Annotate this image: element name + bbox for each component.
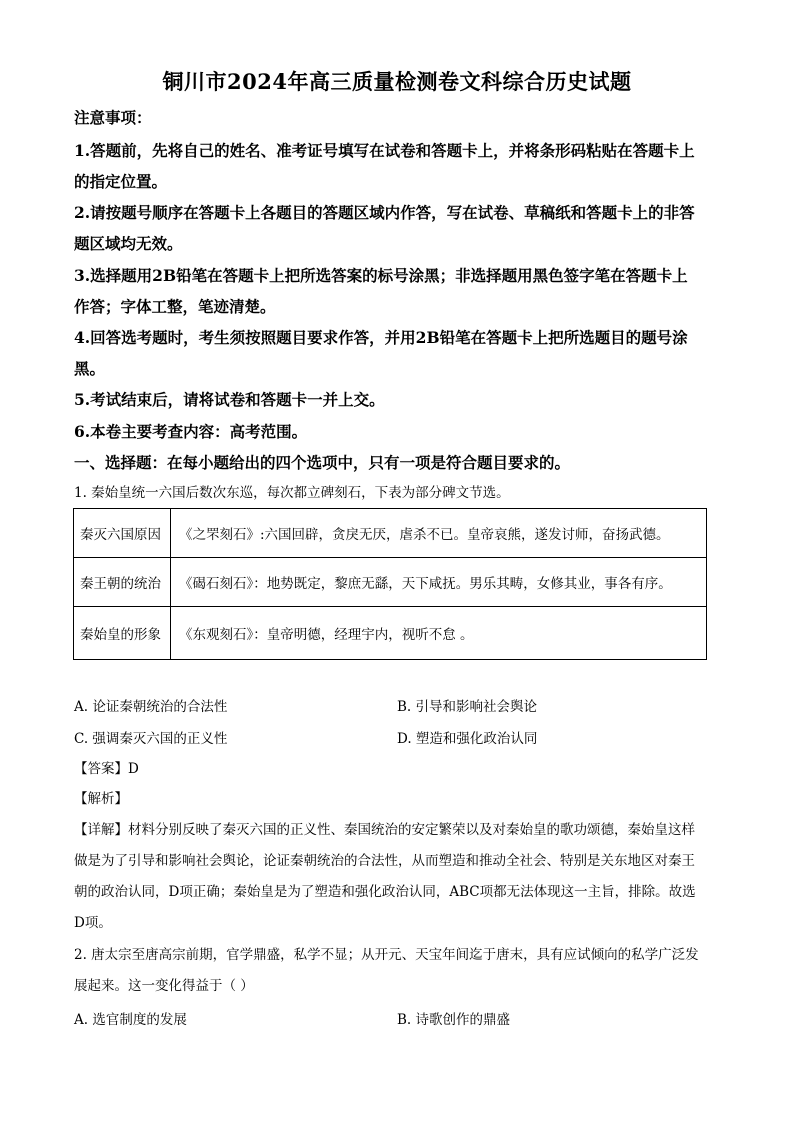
table-row bbox=[74, 558, 707, 607]
option-d: D. 塑造和强化政治认同 bbox=[397, 731, 538, 747]
answer-label: 【答案】D bbox=[74, 761, 139, 777]
notice-line: 6.本卷主要考查内容：高考范围。 bbox=[74, 422, 308, 441]
detail-line: 【详解】材料分别反映了秦灭六国的正义性、秦国统治的安定繁荣以及对秦始皇的歌功颂德，秦始皇这样 bbox=[74, 822, 695, 838]
exam-title: 铜川市2024年高三质量检测卷文科综合历史试题 bbox=[162, 69, 632, 94]
section-heading: 一、选择题：在每小题给出的四个选项中，只有一项是符合题目要求的。 bbox=[74, 453, 571, 472]
question-2-stem: 2. 唐太宗至唐高宗前期，官学鼎盛，私学不显；从开元、天宝年间迄于唐末，具有应试倾向的私学广泛发 bbox=[74, 947, 699, 963]
table-cell-text: 《东观刻石》：皇帝明德，经理宇内，视听不怠 。 bbox=[171, 607, 707, 660]
question-2-stem: 展起来。这一变化得益于（ ） bbox=[74, 978, 254, 994]
table-cell-topic: 秦始皇的形象 bbox=[74, 607, 171, 660]
table-row bbox=[74, 607, 707, 660]
notice-line: 5.考试结束后，请将试卷和答题卡一并上交。 bbox=[74, 390, 385, 409]
inscription-table bbox=[73, 508, 707, 660]
question-1-stem: 1. 秦始皇统一六国后数次东巡，每次都立碑刻石，下表为部分碑文节选。 bbox=[74, 485, 510, 501]
option-a: A. 论证秦朝统治的合法性 bbox=[74, 699, 228, 715]
detail-line: 朝的政治认同，D项正确；秦始皇是为了塑造和强化政治认同，ABC项都无法体现这一主旨，排除。故选 bbox=[74, 884, 696, 900]
table-cell-text: 《之罘刻石》:六国回辟，贪戾无厌，虐杀不已。皇帝哀熊，遂发讨师，奋扬武德。 bbox=[171, 509, 707, 558]
notice-line: 的指定位置。 bbox=[74, 172, 168, 191]
option-c: C. 强调秦灭六国的正义性 bbox=[74, 731, 228, 747]
detail-line: D项。 bbox=[74, 915, 112, 931]
table-cell-topic: 秦灭六国原因 bbox=[74, 509, 171, 558]
table-cell-topic: 秦王朝的统治 bbox=[74, 558, 171, 607]
option-a: A. 选官制度的发展 bbox=[74, 1012, 187, 1028]
notice-line: 黑。 bbox=[74, 359, 106, 378]
table-row bbox=[74, 509, 707, 558]
notice-line: 作答；字体工整，笔迹清楚。 bbox=[74, 297, 276, 316]
detail-line: 做是为了引导和影响社会舆论，论证秦朝统治的合法性，从而塑造和推动全社会、特别是关东地区对秦王 bbox=[74, 853, 695, 869]
notice-heading: 注意事项： bbox=[74, 108, 152, 127]
option-b: B. 诗歌创作的鼎盛 bbox=[397, 1012, 511, 1028]
option-b: B. 引导和影响社会舆论 bbox=[397, 699, 538, 715]
notice-line: 3.选择题用2B铅笔在答题卡上把所选答案的标号涂黑；非选择题用黑色签字笔在答题卡上 bbox=[74, 266, 688, 285]
notice-line: 4.回答选考题时，考生须按照题目要求作答，并用2B铅笔在答题卡上把所选题目的题号涂 bbox=[74, 328, 688, 347]
analysis-label: 【解析】 bbox=[74, 791, 128, 807]
notice-line: 题区域均无效。 bbox=[74, 234, 183, 253]
notice-line: 1.答题前，先将自己的姓名、准考证号填写在试卷和答题卡上，并将条形码粘贴在答题卡上 bbox=[74, 141, 695, 160]
table-cell-text: 《碣石刻石》：地势既定，黎庶无繇，天下咸抚。男乐其畴，女修其业，事各有序。 bbox=[171, 558, 707, 607]
notice-line: 2.请按题号顺序在答题卡上各题目的答题区域内作答，写在试卷、草稿纸和答题卡上的非答 bbox=[74, 203, 695, 222]
